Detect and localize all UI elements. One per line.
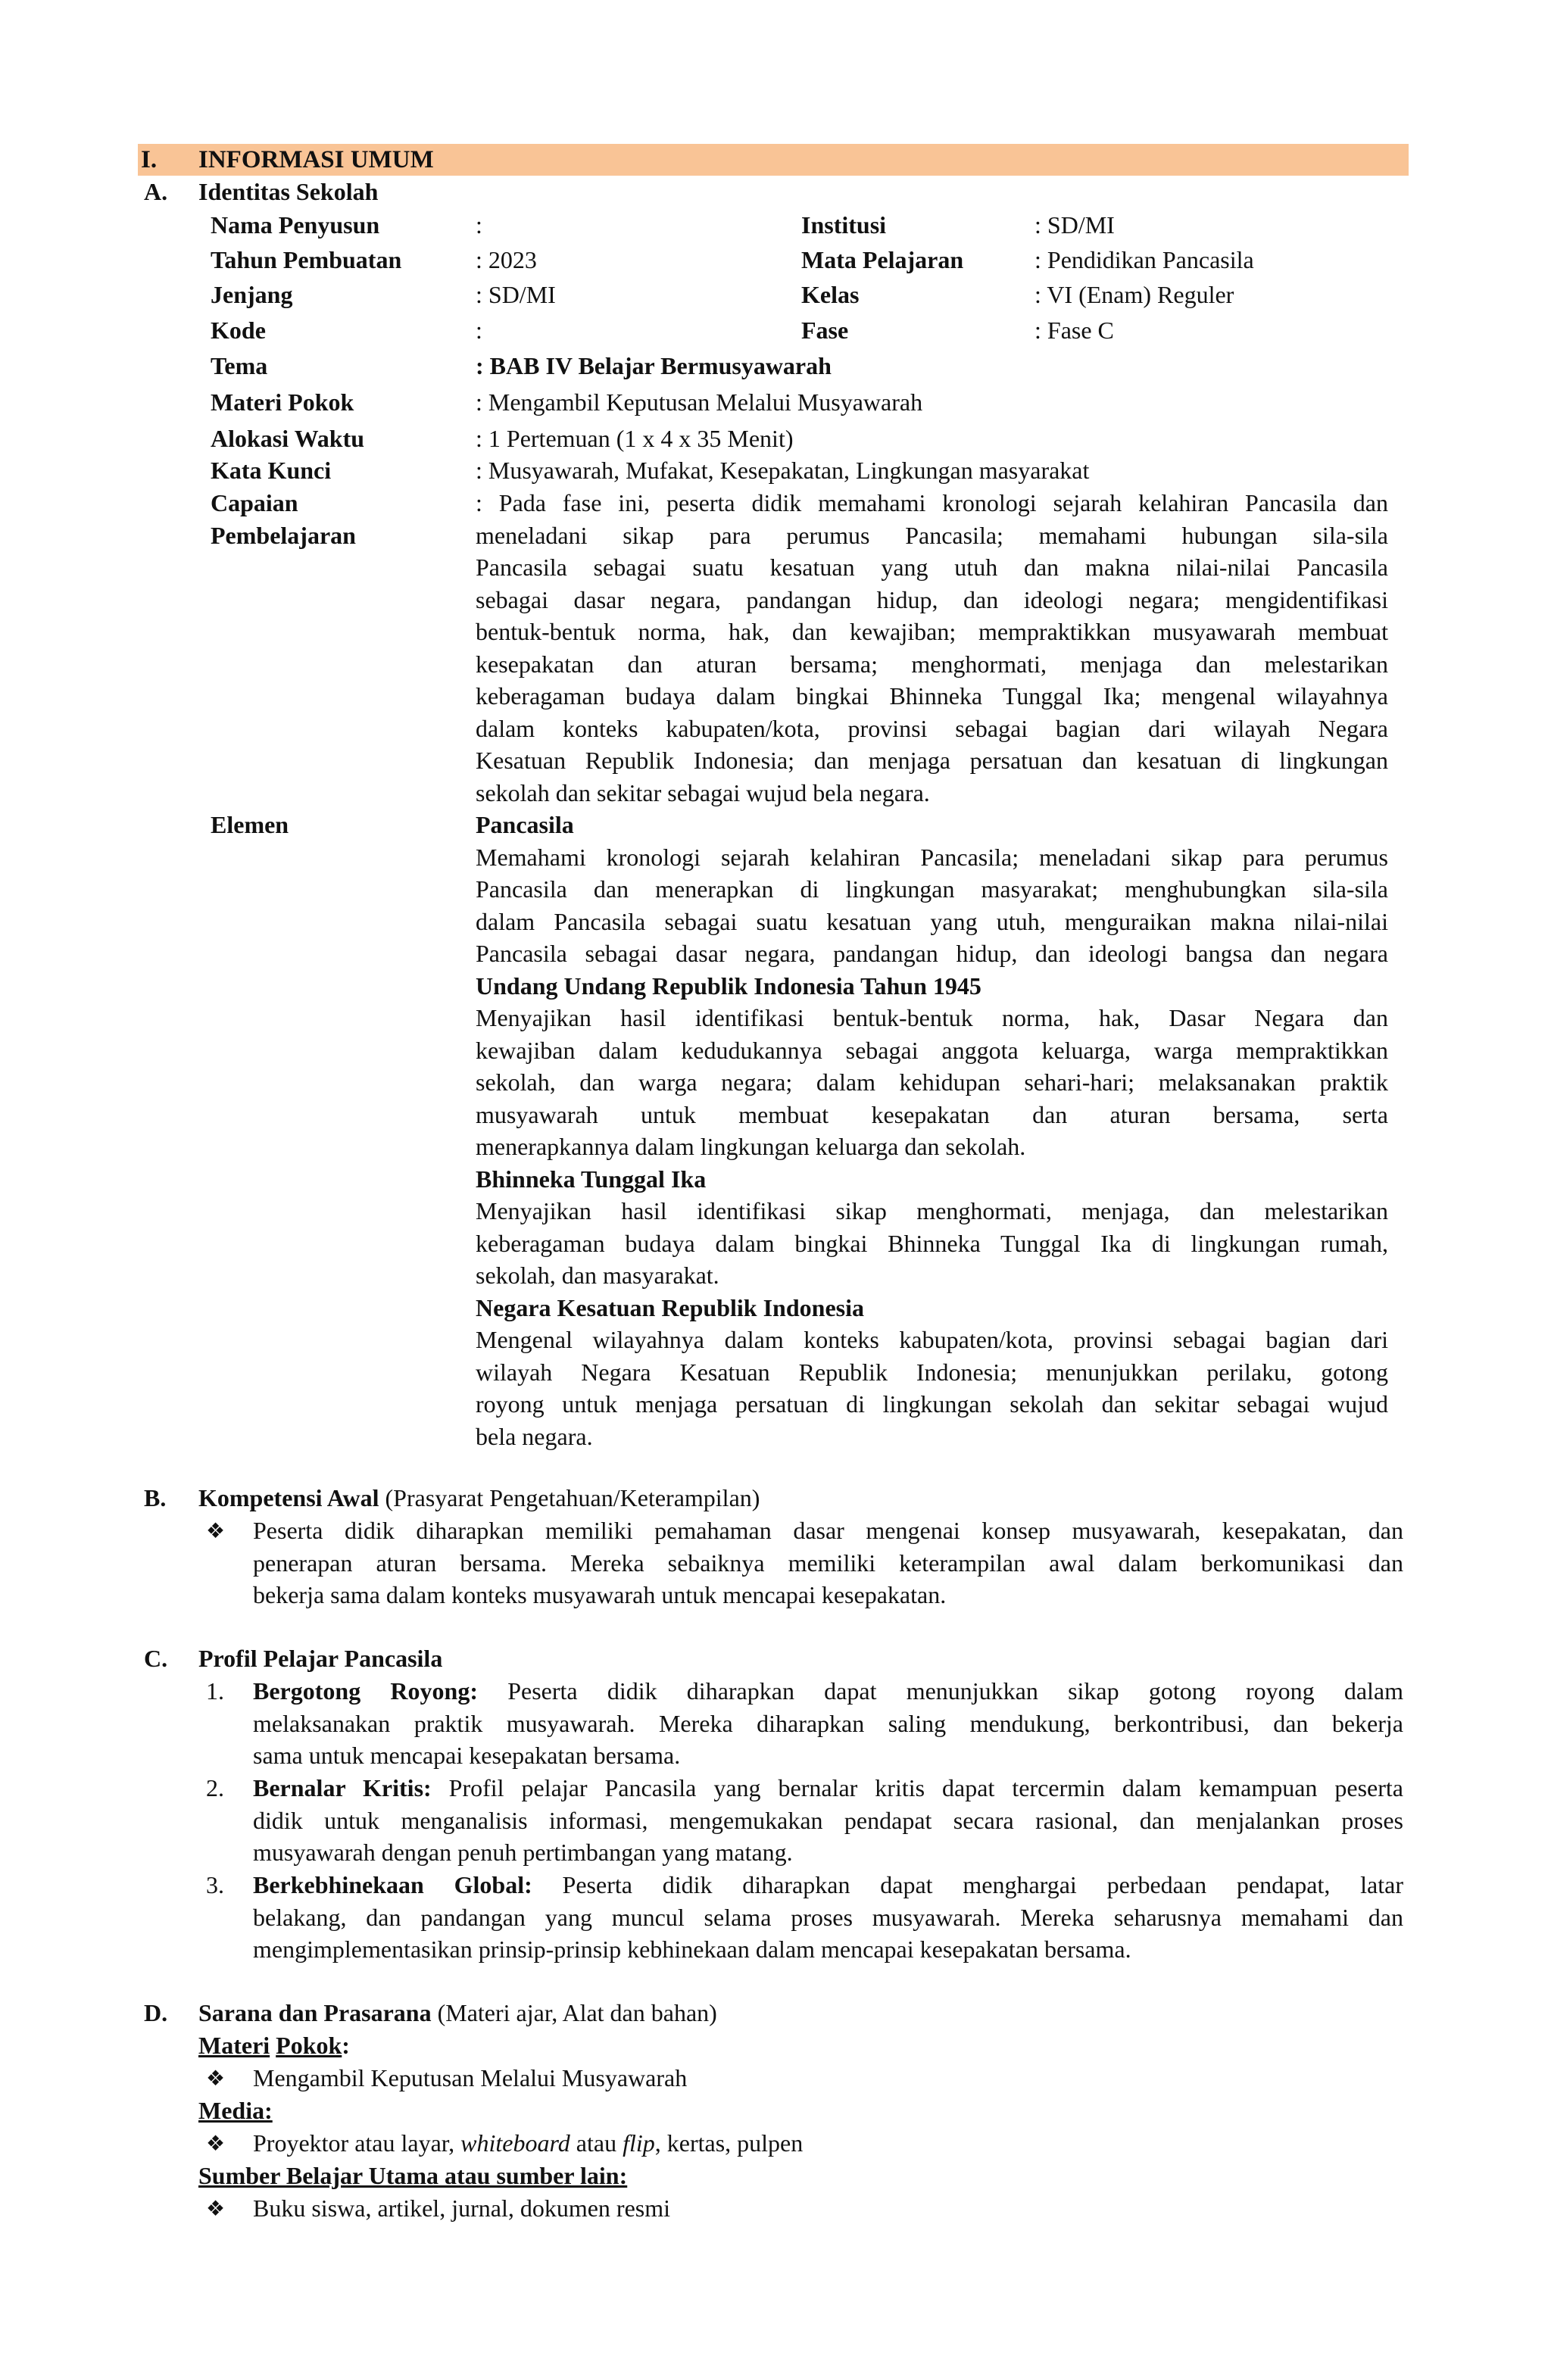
section-d-title-paren: (Materi ajar, Alat dan bahan) [431,1999,717,2026]
media-label: Media: [198,2097,273,2124]
label-elemen: Elemen [211,811,289,838]
diamond-bullet-icon: ❖ [206,2132,226,2156]
section-b-title-wrap [198,1482,760,1514]
value-alokasi-waktu: : 1 Pertemuan (1 x 4 x 35 Menit) [476,425,794,452]
label-fase: Fase [801,317,849,344]
label-tema: Tema [211,352,268,379]
section-a-title: Identitas Sekolah [198,178,379,205]
profil-item-1 [253,1675,1403,1772]
elemen-line: dalam Pancasila sebagai suatu kesatuan yang utuh, menguraikan makna nilai-nilai [476,907,1388,935]
capaian-line: sebagai dasar negara, pandangan hidup, dan ideologi negara; mengidentifikasi [476,585,1388,613]
elemen-line: Menyajikan hasil identifikasi sikap menghormati, menjaga, dan melestarikan [476,1197,1388,1224]
media-text-b: whiteboard [460,2129,570,2157]
label-capaian-2: Pembelajaran [211,522,356,549]
capaian-line: meneladani sikap para perumus Pancasila; memahami hubungan sila-sila [476,521,1388,549]
section-header-bar [138,144,1409,176]
header-number: I. [141,146,158,173]
profil-item-3 [253,1869,1403,1966]
materi-pokok-label [198,2029,350,2061]
value-tahun: : 2023 [476,246,537,273]
value-mapel: : Pendidikan Pancasila [1035,246,1254,273]
profil-item-line: belakang, dan pandangan yang muncul selama proses musyawarah. Mereka seharusnya memahami dan [253,1903,1403,1931]
label-materi-pokok: Materi Pokok [211,388,354,416]
section-b-line: bekerja sama dalam konteks musyawarah untuk mencapai kesepakatan. [253,1581,947,1608]
profil-item-line: melaksanakan praktik musyawarah. Mereka diharapkan saling mendukung, berkontribusi, dan bekerja [253,1709,1403,1737]
header-title: INFORMASI UMUM [198,146,434,173]
profil-item-line: mengimplementasikan prinsip-prinsip kebhinekaan dalam mencapai kesepakatan bersama. [253,1936,1131,1963]
section-c-letter: C. [144,1645,168,1672]
profil-item-text: Peserta didik diharapkan dapat menghargai perbedaan pendapat, latar [532,1871,1404,1898]
elemen-line: keberagaman budaya dalam bingkai Bhinneka Tunggal Ika di lingkungan rumah, [476,1229,1388,1257]
label-institusi: Institusi [801,211,887,239]
section-b-line: Peserta didik diharapkan memiliki pemahaman dasar mengenai konsep musyawarah, kesepakatan, dan [253,1517,1403,1544]
capaian-line: Pancasila sebagai suatu kesatuan yang utuh dan makna nilai-nilai Pancasila [476,554,1388,581]
elemen-line: Menyajikan hasil identifikasi bentuk-bentuk norma, hak, Dasar Negara dan [476,1004,1388,1031]
elemen-line: kewajiban dalam kedudukannya sebagai anggota keluarga, warga mempraktikkan [476,1036,1388,1064]
elemen-line: bela negara. [476,1422,593,1450]
profil-item-line: musyawarah dengan penuh pertimbangan yang matang. [253,1839,793,1866]
materi-label-a: Materi [198,2032,270,2059]
media-text-c: atau [570,2129,623,2157]
capaian-line: bentuk-bentuk norma, hak, dan kewajiban; mempraktikkan musyawarah membuat [476,618,1388,645]
section-b-title-paren: (Prasyarat Pengetahuan/Keterampilan) [379,1484,760,1511]
elemen-line: Pancasila sebagai dasar negara, pandangan hidup, dan ideologi bangsa dan negara [476,940,1388,967]
section-b-title: Kompetensi Awal [198,1484,379,1511]
elemen-line: musyawarah untuk membuat kesepakatan dan aturan bersama, serta [476,1100,1388,1128]
elemen-title-bhinneka: Bhinneka Tunggal Ika [476,1165,707,1193]
profil-item-line [253,1675,1403,1708]
elemen-line: wilayah Negara Kesatuan Republik Indonesia; menunjukkan perilaku, gotong [476,1358,1388,1386]
elemen-line: Memahami kronologi sejarah kelahiran Pancasila; meneladani sikap para perumus [476,843,1388,871]
section-d-title: Sarana dan Prasarana [198,1999,432,2026]
section-c-title: Profil Pelajar Pancasila [198,1645,443,1672]
sumber-label: Sumber Belajar Utama atau sumber lain: [198,2162,628,2189]
section-a-letter: A. [144,178,168,205]
elemen-line: sekolah, dan masyarakat. [476,1262,719,1289]
elemen-line: sekolah, dan warga negara; dalam kehidupan sehari-hari; melaksanakan praktik [476,1068,1388,1096]
profil-item-line [253,1869,1403,1901]
diamond-bullet-icon: ❖ [206,2198,226,2221]
value-institusi: : SD/MI [1035,211,1115,239]
media-text-a: Proyektor atau layar, [253,2129,461,2157]
elemen-title-uud: Undang Undang Republik Indonesia Tahun 1945 [476,972,981,1000]
label-alokasi-waktu: Alokasi Waktu [211,425,365,452]
profil-item-text: Profil pelajar Pancasila yang bernalar kritis dapat tercermin dalam kemampuan peserta [431,1774,1404,1801]
profil-item-line: didik untuk menganalisis informasi, mengemukakan pendapat secara rasional, dan menjalankan proses [253,1806,1403,1834]
label-kata-kunci: Kata Kunci [211,457,332,484]
materi-label-c: : [342,2032,350,2059]
materi-label-b: Pokok [276,2032,342,2059]
section-b-text [253,1514,1403,1611]
elemen-title-pancasila: Pancasila [476,811,574,838]
capaian-line: keberagaman budaya dalam bingkai Bhinneka Tunggal Ika; mengenal wilayahnya [476,682,1388,710]
capaian-text [476,487,1388,809]
capaian-line: Kesatuan Republik Indonesia; dan menjaga persatuan dan kesatuan di lingkungan [476,747,1388,774]
elemen-line: royong untuk menjaga persatuan di lingkungan sekolah dan sekitar sebagai wujud [476,1390,1388,1418]
value-kode: : [476,317,482,344]
profil-item-bold: Bernalar Kritis: [253,1774,432,1801]
value-kata-kunci: : Musyawarah, Mufakat, Kesepakatan, Lingkungan masyarakat [476,457,1090,484]
label-kelas: Kelas [801,281,860,308]
value-jenjang: : SD/MI [476,281,556,308]
value-fase: : Fase C [1035,317,1114,344]
media-item [253,2127,803,2159]
elemen-line: menerapkannya dalam lingkungan keluarga dan sekolah. [476,1133,1026,1160]
value-kelas: : VI (Enam) Reguler [1035,281,1234,308]
capaian-line: : Pada fase ini, peserta didik memahami kronologi sejarah kelahiran Pancasila dan [476,489,1388,516]
profil-item-line: sama untuk mencapai kesepakatan bersama. [253,1742,681,1769]
label-nama-penyusun: Nama Penyusun [211,211,380,239]
profil-item-bold: Bergotong Royong: [253,1677,478,1705]
section-b-letter: B. [144,1484,167,1511]
label-capaian-1: Capaian [211,489,298,516]
elemen-line: Pancasila dan menerapkan di lingkungan masyarakat; menghubungkan sila-sila [476,875,1388,903]
sumber-item: Buku siswa, artikel, jurnal, dokumen resmi [253,2194,671,2222]
media-text-e: , kertas, pulpen [654,2129,804,2157]
label-jenjang: Jenjang [211,281,293,308]
label-kode: Kode [211,317,266,344]
elemen-title-nkri: Negara Kesatuan Republik Indonesia [476,1293,864,1321]
capaian-line: dalam konteks kabupaten/kota, provinsi sebagai bagian dari wilayah Negara [476,714,1388,742]
section-d-title-wrap [198,1997,717,2029]
list-number: 3. [206,1871,224,1898]
media-text-d: flip [623,2129,655,2157]
section-d-letter: D. [144,1999,168,2026]
profil-item-2 [253,1772,1403,1869]
materi-item: Mengambil Keputusan Melalui Musyawarah [253,2064,688,2091]
profil-item-line [253,1772,1403,1804]
section-b-line: penerapan aturan bersama. Mereka sebaiknya memiliki keterampilan awal dalam berkomunikasi dan [253,1549,1403,1577]
list-number: 2. [206,1774,224,1801]
capaian-line: sekolah dan sekitar sebagai wujud bela negara. [476,778,930,806]
label-mapel: Mata Pelajaran [801,246,964,273]
profil-item-text: Peserta didik diharapkan dapat menunjukkan sikap gotong royong dalam [477,1677,1404,1705]
list-number: 1. [206,1677,224,1705]
diamond-bullet-icon: ❖ [206,1520,226,1543]
value-tema: : BAB IV Belajar Bermusyawarah [476,352,832,379]
value-materi-pokok: : Mengambil Keputusan Melalui Musyawarah [476,388,923,416]
profil-item-bold: Berkebhinekaan Global: [253,1871,532,1898]
diamond-bullet-icon: ❖ [206,2067,226,2091]
elemen-text [476,809,1388,1452]
capaian-line: kesepakatan dan aturan bersama; menghormati, menjaga dan melestarikan [476,650,1388,678]
elemen-line: Mengenal wilayahnya dalam konteks kabupaten/kota, provinsi sebagai bagian dari [476,1326,1388,1353]
value-nama-penyusun: : [476,211,482,239]
label-tahun: Tahun Pembuatan [211,246,402,273]
